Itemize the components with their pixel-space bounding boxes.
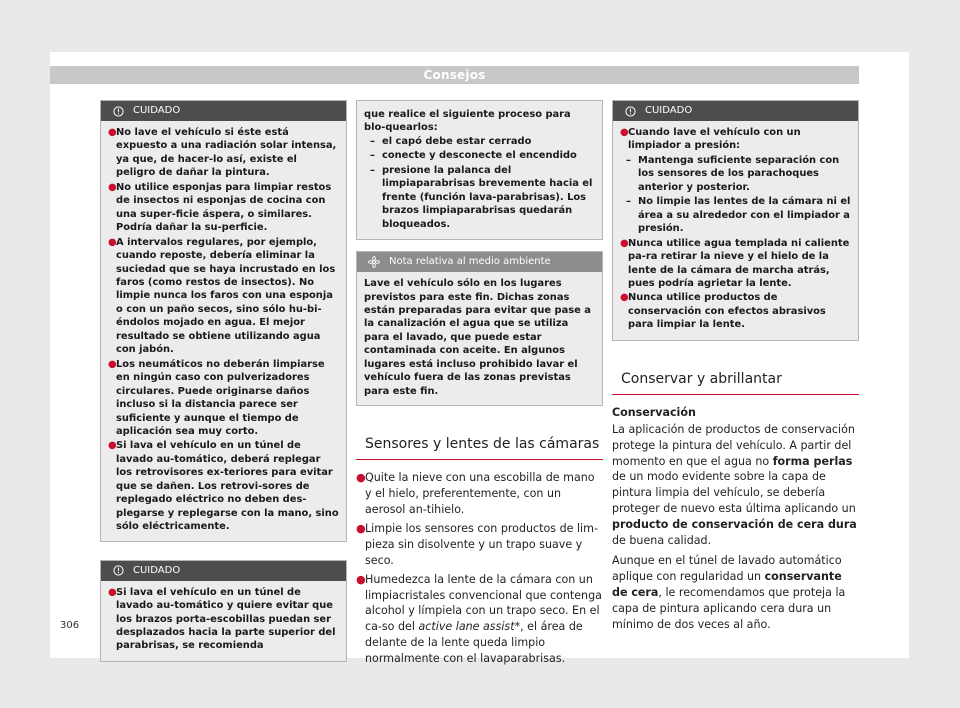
list-item: – el capó debe estar cerrado xyxy=(370,135,532,147)
section-conservation xyxy=(612,371,859,633)
list-item: – No limpie las lentes de la cámara ni el área a su alrededor con el limpiador a presión. xyxy=(626,196,851,235)
section-title: Conservar y abrillantar xyxy=(612,371,859,395)
section-sensors xyxy=(356,436,603,667)
environment-header xyxy=(357,252,602,272)
environment-note-box xyxy=(356,251,603,406)
page-number: 306 xyxy=(60,620,80,631)
caution-box xyxy=(100,100,347,542)
caution-header xyxy=(613,101,858,121)
caution-label: CUIDADO xyxy=(645,105,693,116)
list-item: – presione la palanca del limpiaparabrisas brevemente hacia el frente (función lava-parabrisas). Los brazos limpiaparabrisas quedarán bloqueados. xyxy=(370,164,593,230)
exclamation-circle-icon xyxy=(622,106,638,117)
list-item: ●Quite la nieve con una escobilla de mano y el hielo, preferentemente, con un aerosol an-tihielo. xyxy=(356,471,595,516)
exclamation-circle-icon xyxy=(110,565,126,576)
list-item: – Mantenga suficiente separación con los sensores de los parachoques anterior y posterior. xyxy=(626,154,840,193)
list-item: ●Los neumáticos no deberán limpiarse en ningún caso con pulverizadores circulares. Puede originarse daños incluso si la distancia parece ser suficiente y aunque el tiempo de aplicación sea muy corto. xyxy=(108,358,325,437)
column-right xyxy=(612,100,859,632)
chapter-banner: Consejos xyxy=(50,66,859,84)
caution-box-continued xyxy=(356,100,603,240)
list-item: ●No lave el vehículo si éste está expuesto a una radiación solar intensa, ya que, de hacer-lo así, existe el peligro de dañar la pintura. xyxy=(108,127,337,179)
environment-label: Nota relativa al medio ambiente xyxy=(389,256,551,268)
list-item: ●Limpie los sensores con productos de lim-pieza sin disolvente y un trapo suave y seco. xyxy=(356,521,598,567)
caution-intro: que realice el siguiente proceso para blo-quearlos: xyxy=(364,109,571,134)
caution-header xyxy=(101,561,346,581)
list-item: ●Si lava el vehículo en un túnel de lavado au-tomático y quiere evitar que los brazos porta-escobillas puedan ser desplazados hacia la parte superior del parabrisas, se recomienda xyxy=(108,586,336,652)
list-item: ●Humedezca la lente de la cámara con un limpiacristales convencional que contenga alcohol y límpiela con un trapo seco. En el ca-so del active lane assist*, el área de delante de la lente queda limpio normalmente con el lavaparabrisas. xyxy=(356,572,602,666)
list-item: ●Nunca utilice agua templada ni caliente pa-ra retirar la nieve y el hielo de la lente de la cámara de marcha atrás, pues podría agrietar la lente. xyxy=(620,237,850,289)
paragraph: Aunque en el túnel de lavado automático aplique con regularidad un conservante de cera, le recomendamos que proteja la capa de pintura aplicando cera dura un mínimo de dos veces al año. xyxy=(612,553,846,631)
paragraph: La aplicación de productos de conservación protege la pintura del vehículo. A partir del momento en que el agua no forma perlas de un modo evidente sobre la capa de pintura limpia del vehículo, se debería proteger de nuevo esta última aplicando un producto de conservación de cera dura de buena calidad. xyxy=(612,422,857,548)
exclamation-circle-icon xyxy=(110,106,126,117)
list-item: ●Nunca utilice productos de conservación con efectos abrasivos para limpiar la lente. xyxy=(620,292,826,331)
list-item: ●Cuando lave el vehículo con un limpiador a presión: xyxy=(620,127,801,152)
leaf-flower-icon xyxy=(366,256,382,268)
caution-header xyxy=(101,101,346,121)
section-title: Sensores y lentes de las cámaras xyxy=(356,436,603,460)
caution-box xyxy=(612,100,859,341)
column-left xyxy=(100,100,347,662)
environment-text: Lave el vehículo sólo en los lugares previstos para este fin. Dichas zonas están preparadas para evitar que pase a la canalización el agua que se utiliza para el lavado, que puede estar contaminada con aceite. En algunos lugares está incluso prohibido lavar el vehículo fuera de las zonas previstas para este fin. xyxy=(364,278,591,397)
subheading: Conservación xyxy=(612,405,696,419)
list-item: – conecte y desconecte el encendido xyxy=(370,150,577,162)
list-item: ●No utilice esponjas para limpiar restos de insectos ni esponjas de cocina con una super-ficie áspera, o similares. Podría dañar la su-perficie. xyxy=(108,181,332,234)
list-item: ●Si lava el vehículo en un túnel de lavado au-tomático, deberá replegar los retrovisores ex-teriores para evitar que se dañen. Los retrovi-sores de replegado eléctrico no deben des-plegarse y replegarse con la mano, sino sólo eléctricamente. xyxy=(108,440,339,533)
caution-box xyxy=(100,560,347,662)
column-middle xyxy=(356,100,603,670)
list-item: ●A intervalos regulares, por ejemplo, cuando reposte, debería eliminar la suciedad que se haya incrustado en los faros (como restos de insectos). No limpie nunca los faros con una esponja o con un paño secos, sino sólo hu-biéndolos mojado en agua. El mejor resultado se obtiene utilizando agua con jabón. xyxy=(108,236,336,356)
caution-label: CUIDADO xyxy=(133,105,181,116)
caution-label: CUIDADO xyxy=(133,564,181,576)
